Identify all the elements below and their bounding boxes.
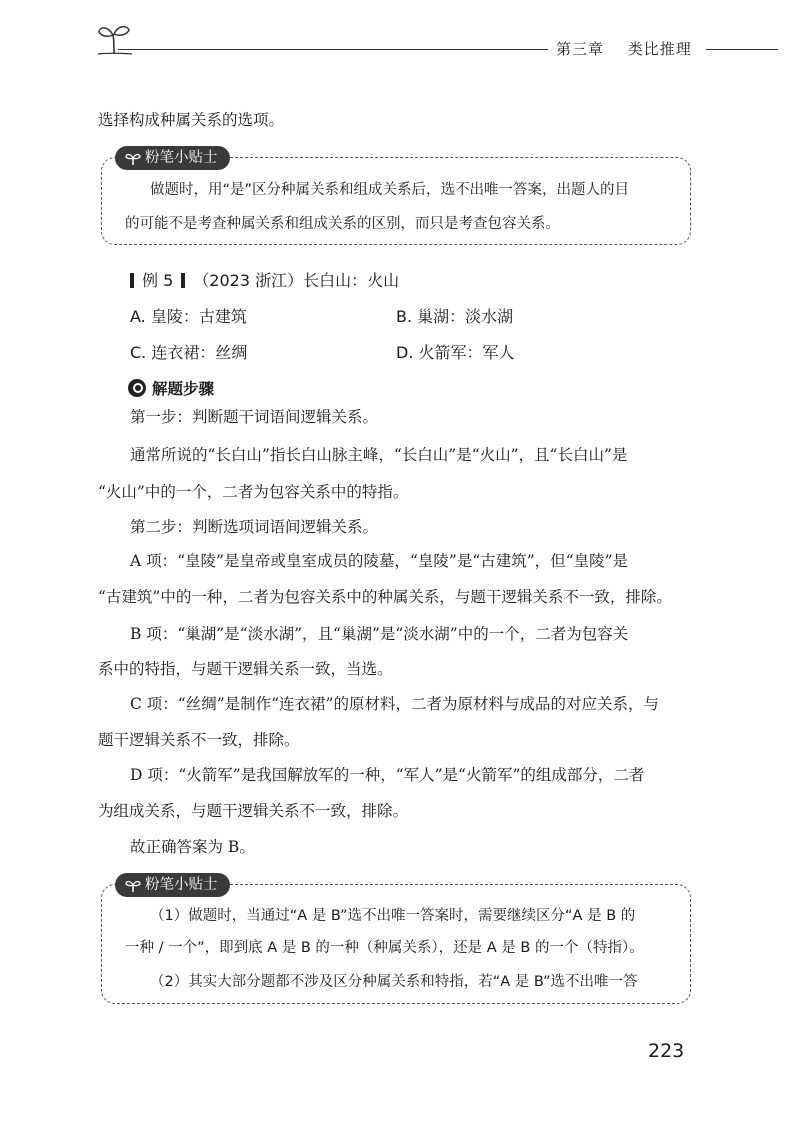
solution-line: 第一步：判断题干词语间逻辑关系。 <box>130 408 379 426</box>
solution-line: 为组成关系，与题干逻辑关系不一致，排除。 <box>98 802 409 820</box>
solution-heading-text: 解题步骤 <box>152 380 215 398</box>
tip-label-text: 粉笔小贴士 <box>145 877 218 893</box>
tip2-line-1: （1）做题时，当通过“A 是 B”选不出唯一答案时，需要继续区分“A 是 B 的 <box>150 908 636 924</box>
sprout-icon <box>96 22 132 56</box>
solution-heading <box>128 377 214 399</box>
solution-line: 通常所说的“长白山”指长白山脉主峰，“长白山”是“火山”，且“长白山”是 <box>130 446 628 464</box>
chapter-title: 类比推理 <box>627 40 692 58</box>
solution-line: 系中的特指，与题干逻辑关系一致，当选。 <box>98 660 393 678</box>
tip-label-text: 粉笔小贴士 <box>145 150 218 166</box>
chapter-header <box>556 38 710 59</box>
example-bar-right <box>181 273 185 288</box>
sprout-icon <box>125 877 141 893</box>
header-rule-left <box>118 49 548 50</box>
answer-line: 故正确答案为 B。 <box>130 838 255 856</box>
example-bar-left <box>130 273 134 288</box>
chapter-number: 第三章 <box>556 40 605 58</box>
tip-label-1 <box>115 146 230 170</box>
example-number: 例 5 <box>142 271 174 290</box>
tip1-line-1: 做题时，用“是”区分种属关系和组成关系后，选不出唯一答案，出题人的目 <box>150 182 630 198</box>
tip2-line-2: 一种 / 一个”，即到底 A 是 B 的一种（种属关系），还是 A 是 B 的一个（特指）。 <box>125 940 644 956</box>
solution-line: “古建筑”中的一种，二者为包容关系中的种属关系，与题干逻辑关系不一致，排除。 <box>98 588 672 606</box>
header-rule-right <box>706 49 778 50</box>
example-stem <box>130 268 399 291</box>
example-question: （2023 浙江）长白山：火山 <box>193 271 400 290</box>
tip-label-2 <box>115 873 230 897</box>
solution-line: 第二步：判断选项词语间逻辑关系。 <box>130 518 379 536</box>
solution-line: A 项：“皇陵”是皇帝或皇室成员的陵墓，“皇陵”是“古建筑”，但“皇陵”是 <box>130 552 629 570</box>
solution-line: “火山”中的一个，二者为包容关系中的特指。 <box>98 483 409 501</box>
solution-icon <box>128 379 146 397</box>
option-c: C. 连衣裙：丝绸 <box>130 343 248 362</box>
solution-line: 题干逻辑关系不一致，排除。 <box>98 731 300 749</box>
page-number: 223 <box>648 1040 685 1062</box>
intro-line: 选择构成种属关系的选项。 <box>98 111 285 129</box>
sprout-icon <box>125 150 141 166</box>
solution-line: B 项：“巢湖”是“淡水湖”，且“巢湖”是“淡水湖”中的一个，二者为包容关 <box>130 625 629 643</box>
solution-line: D 项：“火箭军”是我国解放军的一种，“军人”是“火箭军”的组成部分，二者 <box>130 766 645 784</box>
option-a: A. 皇陵：古建筑 <box>130 307 247 326</box>
option-d: D. 火箭军：军人 <box>396 343 515 362</box>
option-b: B. 巢湖：淡水湖 <box>396 307 514 326</box>
tip2-line-3: （2）其实大部分题都不涉及区分种属关系和特指，若“A 是 B”选不出唯一答 <box>150 974 638 990</box>
tip1-line-2: 的可能不是考查种属关系和组成关系的区别，而只是考查包容关系。 <box>125 216 560 232</box>
solution-line: C 项：“丝绸”是制作“连衣裙”的原材料，二者为原材料与成品的对应关系，与 <box>130 695 659 713</box>
